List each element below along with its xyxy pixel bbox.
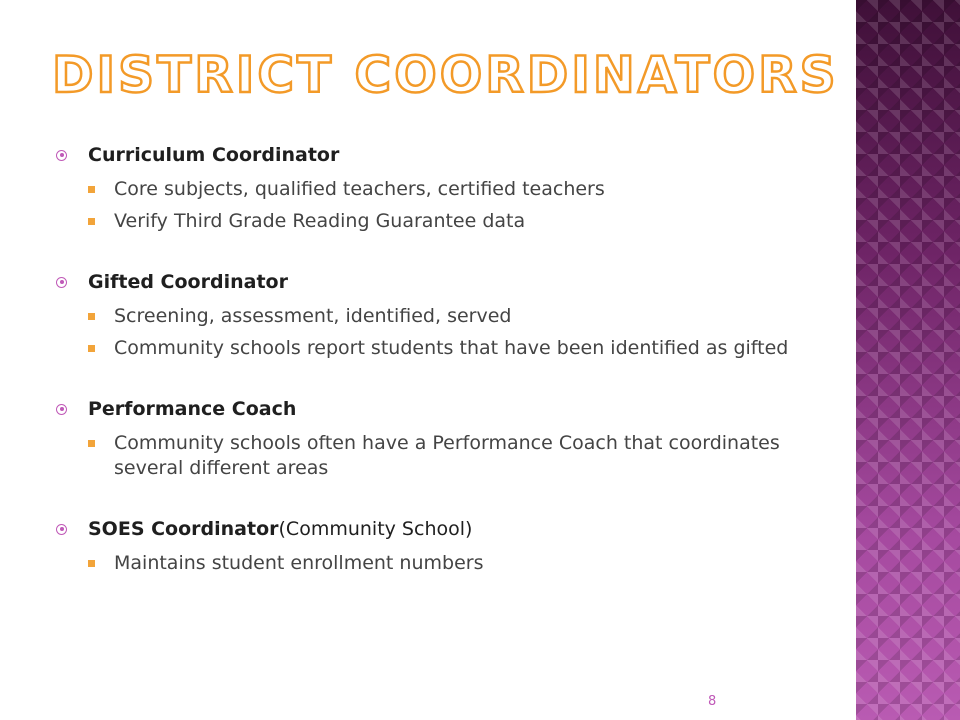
section-curriculum-coordinator: [56, 140, 836, 234]
section-soes-coordinator: [56, 514, 836, 576]
square-bullet-icon: [88, 177, 114, 193]
sub-item: [56, 551, 836, 576]
sub-item: [56, 304, 836, 329]
section-heading-row: [56, 140, 836, 170]
section-heading: Gifted Coordinator: [88, 271, 288, 293]
square-bullet-icon: [88, 336, 114, 352]
ring-bullet-icon: [56, 404, 88, 415]
section-heading-suffix: (Community School): [278, 518, 473, 540]
sub-item: [56, 209, 836, 234]
section-heading: Curriculum Coordinator: [88, 144, 340, 166]
sub-item: [56, 336, 836, 361]
ring-bullet-icon: [56, 524, 88, 535]
sub-item-text: Core subjects, qualified teachers, certified teachers: [114, 178, 605, 200]
bullet-content: [56, 140, 836, 576]
square-bullet-icon: [88, 551, 114, 567]
sub-item-text: Maintains student enrollment numbers: [114, 552, 484, 574]
square-bullet-icon: [88, 431, 114, 447]
sub-item: [56, 177, 836, 202]
sub-item-text: Verify Third Grade Reading Guarantee data: [114, 210, 526, 232]
section-heading-row: [56, 267, 836, 297]
sub-item: [56, 431, 836, 481]
sub-item-text: Screening, assessment, identified, served: [114, 305, 512, 327]
section-heading: Performance Coach: [88, 398, 297, 420]
decorative-side-panel: [856, 0, 960, 720]
section-gifted-coordinator: [56, 267, 836, 361]
section-heading-row: [56, 394, 836, 424]
section-heading-row: [56, 514, 836, 544]
slide-title: DISTRICT COORDINATORS: [52, 46, 839, 104]
ring-bullet-icon: [56, 277, 88, 288]
square-bullet-icon: [88, 304, 114, 320]
sub-item-text: Community schools often have a Performance Coach that coordinates several different areas: [114, 432, 780, 479]
section-performance-coach: [56, 394, 836, 481]
sub-item-text: Community schools report students that have been identified as gifted: [114, 337, 789, 359]
page-number: 8: [708, 694, 717, 709]
section-heading: SOES Coordinator: [88, 518, 279, 540]
square-bullet-icon: [88, 209, 114, 225]
ring-bullet-icon: [56, 150, 88, 161]
